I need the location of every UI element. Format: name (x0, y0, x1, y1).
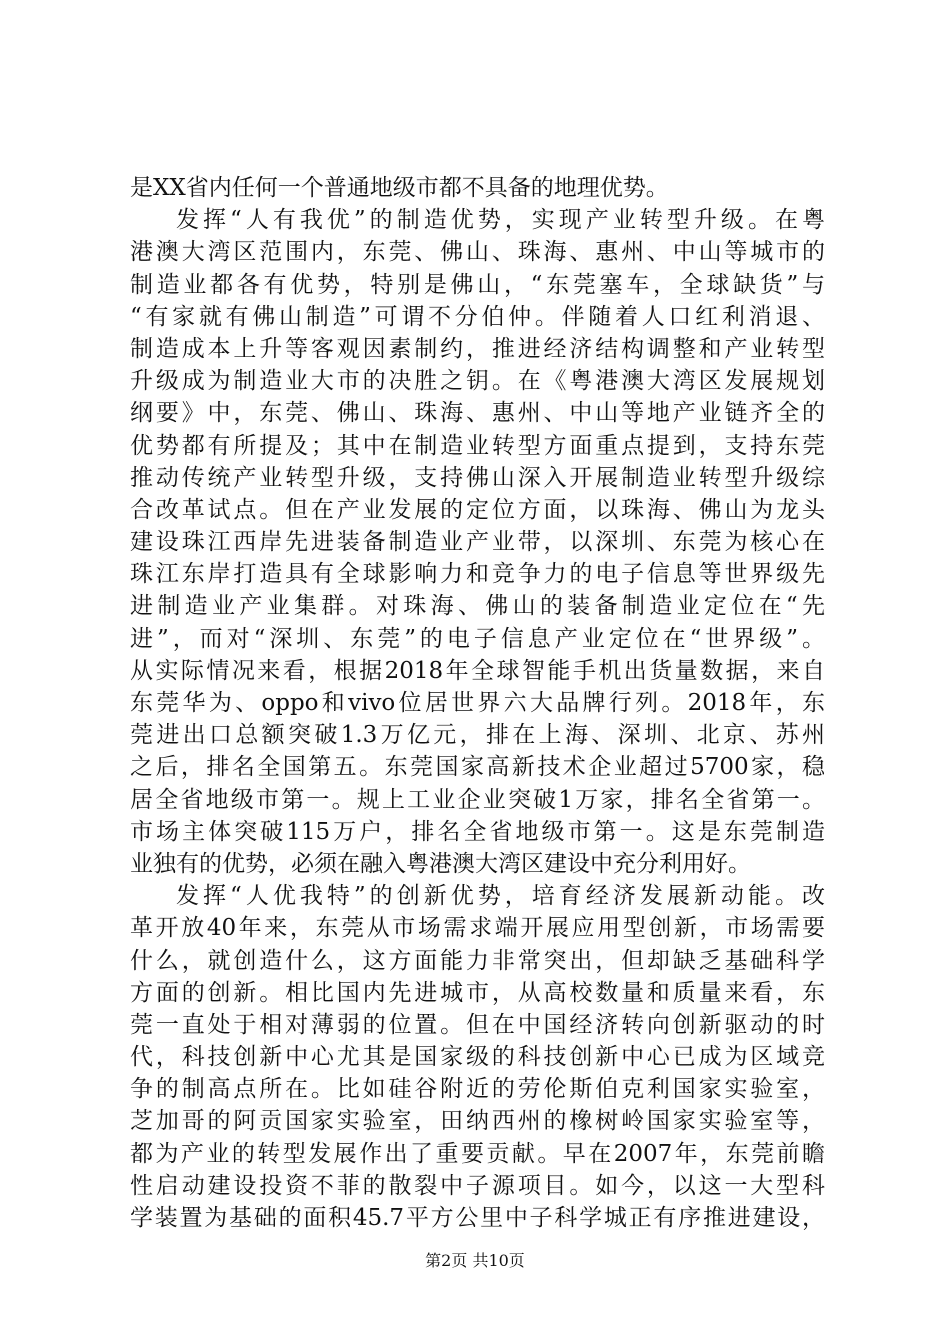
text-line: 发挥“人有我优”的制造优势，实现产业转型升级。在粤 (176, 207, 825, 234)
text-line: 市场主体突破115万户，排名全省地级市第一。这是东莞制造 (130, 818, 825, 845)
text-line: 发挥“人优我特”的创新优势，培育经济发展新动能。改 (176, 883, 825, 910)
text-line: 代，科技创新中心尤其是国家级的科技创新中心已成为区域竞 (130, 1044, 825, 1071)
text-line: 之后，排名全国第五。东莞国家高新技术企业超过5700家，稳 (130, 754, 825, 781)
text-line: 学装置为基础的面积45.7平方公里中子科学城正有序推进建设， (130, 1205, 825, 1231)
text-line: 是XX省内任何一个普通地级市都不具备的地理优势。 (130, 175, 669, 201)
text-line: 从实际情况来看，根据2018年全球智能手机出货量数据，来自 (130, 657, 825, 684)
text-line: 革开放40年来，东莞从市场需求端开展应用型创新，市场需要 (130, 915, 825, 942)
page-footer (0, 1248, 950, 1271)
text-line: 莞一直处于相对薄弱的位置。但在中国经济转向创新驱动的时 (130, 1011, 825, 1038)
text-line: 制造业都各有优势，特别是佛山，“东莞塞车，全球缺货”与 (130, 271, 825, 298)
text-line: 进制造业产业集群。对珠海、佛山的装备制造业定位在“先 (130, 593, 825, 620)
text-line: 方面的创新。相比国内先进城市，从高校数量和质量来看，东 (130, 979, 825, 1006)
text-line: 推动传统产业转型升级，支持佛山深入开展制造业转型升级综 (130, 464, 825, 491)
text-line: 居全省地级市第一。规上工业企业突破1万家，排名全省第一。 (130, 786, 825, 813)
text-line: “有家就有佛山制造”可谓不分伯仲。伴随着人口红利消退、 (130, 303, 825, 330)
text-line: 芝加哥的阿贡国家实验室，田纳西州的橡树岭国家实验室等， (130, 1108, 825, 1135)
document-body (130, 172, 825, 1234)
text-line: 纲要》中，东莞、佛山、珠海、惠州、中山等地产业链齐全的 (130, 400, 825, 427)
text-line: 都为产业的转型发展作出了重要贡献。早在2007年，东莞前瞻 (130, 1140, 825, 1167)
text-line: 争的制高点所在。比如硅谷附近的劳伦斯伯克利国家实验室， (130, 1076, 825, 1103)
page-number-label: 第2页 共10页 (425, 1251, 525, 1270)
text-line: 优势都有所提及；其中在制造业转型方面重点提到，支持东莞 (130, 432, 825, 459)
text-line: 珠江东岸打造具有全球影响力和竞争力的电子信息等世界级先 (130, 561, 825, 588)
text-line: 东莞华为、oppo和vivo位居世界六大品牌行列。2018年，东 (130, 690, 825, 716)
text-line: 升级成为制造业大市的决胜之钥。在《粤港澳大湾区发展规划 (130, 368, 825, 395)
text-line: 进”，而对“深圳、东莞”的电子信息产业定位在“世界级”。 (130, 625, 825, 652)
text-line: 业独有的优势，必须在融入粤港澳大湾区建设中充分利用好。 (130, 850, 751, 877)
text-line: 什么，就创造什么，这方面能力非常突出，但却缺乏基础科学 (130, 947, 825, 974)
text-line: 港澳大湾区范围内，东莞、佛山、珠海、惠州、中山等城市的 (130, 239, 825, 266)
text-line: 建设珠江西岸先进装备制造业产业带，以深圳、东莞为核心在 (130, 529, 825, 556)
text-line: 莞进出口总额突破1.3万亿元，排在上海、深圳、北京、苏州 (130, 722, 825, 749)
text-line: 制造成本上升等客观因素制约，推进经济结构调整和产业转型 (130, 335, 825, 362)
text-line: 合改革试点。但在产业发展的定位方面，以珠海、佛山为龙头 (130, 496, 825, 523)
text-line: 性启动建设投资不菲的散裂中子源项目。如今，以这一大型科 (130, 1172, 825, 1199)
